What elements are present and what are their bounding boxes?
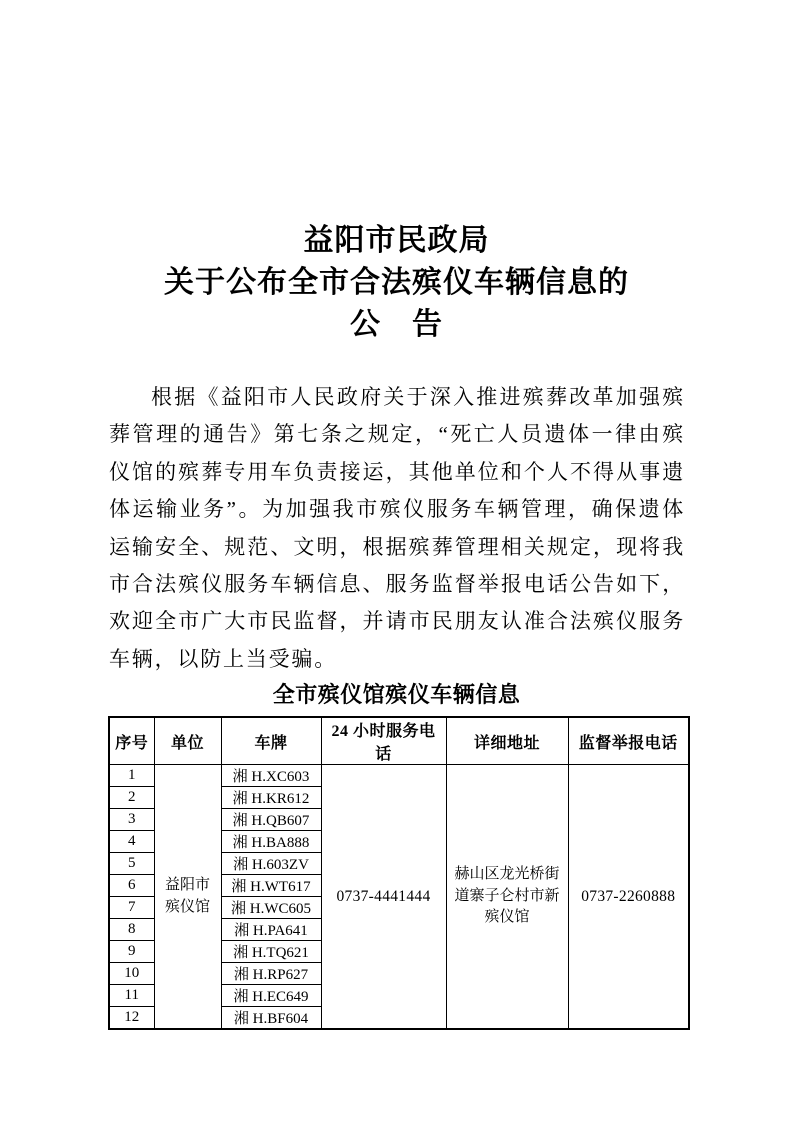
plate-cell: 湘 H.BF604 (221, 1007, 321, 1030)
table-row (109, 765, 689, 787)
plate-cell: 湘 H.603ZV (221, 853, 321, 875)
col-header-address: 详细地址 (446, 717, 568, 765)
row-number-cell: 7 (109, 897, 154, 919)
plate-cell: 湘 H.PA641 (221, 919, 321, 941)
row-number-cell: 9 (109, 941, 154, 963)
table-title: 全市殡仪馆殡仪车辆信息 (272, 682, 521, 707)
address-line: 赫山区龙光桥街 (454, 866, 560, 883)
vehicle-table (108, 716, 690, 1030)
row-number-cell: 5 (109, 853, 154, 875)
unit-cell (154, 765, 221, 1030)
plate-cell: 湘 H.WT617 (221, 875, 321, 897)
row-number-cell: 12 (109, 1007, 154, 1030)
report-phone-cell: 0737-2260888 (568, 765, 689, 1030)
address-line: 道寨子仑村市新 (454, 887, 560, 904)
plate-cell: 湘 H.WC605 (221, 897, 321, 919)
col-header-unit: 单位 (154, 717, 221, 765)
plate-cell: 湘 H.XC603 (221, 765, 321, 787)
plate-cell: 湘 H.TQ621 (221, 941, 321, 963)
title-line-3: 公 告 (350, 308, 443, 341)
row-number-cell: 6 (109, 875, 154, 897)
row-number-cell: 3 (109, 809, 154, 831)
col-header-index: 序号 (109, 717, 154, 765)
col-header-plate: 车牌 (221, 717, 321, 765)
body-paragraph: 根据《益阳市人民政府关于深入推进殡葬改革加强殡葬管理的通告》第七条之规定，“死亡人员遗体一律由殡仪馆的殡葬专用车负责接运，其他单位和个人不得从事遗体运输业务”。为加强我市殡仪服务车辆管理，确保遗体运输安全、规范、文明，根据殡葬管理相关规定，现将我市合法殡仪服务车辆信息、服务监督举报电话公告如下，欢迎全市广大市民监督，并请市民朋友认准合法殡仪服务车辆，以防上当受骗。 (109, 385, 685, 671)
row-number-cell: 1 (109, 765, 154, 787)
title-line-1: 益阳市民政局 (303, 224, 490, 257)
plate-cell: 湘 H.RP627 (221, 963, 321, 985)
row-number-cell: 11 (109, 985, 154, 1007)
plate-cell: 湘 H.EC649 (221, 985, 321, 1007)
row-number-cell: 8 (109, 919, 154, 941)
unit-line: 殡仪馆 (164, 898, 210, 915)
plate-cell: 湘 H.BA888 (221, 831, 321, 853)
row-number-cell: 4 (109, 831, 154, 853)
col-header-service-phone: 24 小时服务电话 (321, 717, 446, 765)
address-cell (446, 765, 568, 1030)
service-phone-cell: 0737-4441444 (321, 765, 446, 1030)
row-number-cell: 10 (109, 963, 154, 985)
col-header-report-phone: 监督举报电话 (568, 717, 689, 765)
title-line-2: 关于公布全市合法殡仪车辆信息的 (164, 266, 629, 299)
document-title (0, 220, 793, 346)
table-header-row (109, 717, 689, 765)
plate-cell: 湘 H.QB607 (221, 809, 321, 831)
plate-cell: 湘 H.KR612 (221, 787, 321, 809)
row-number-cell: 2 (109, 787, 154, 809)
address-line: 殡仪馆 (484, 909, 530, 926)
unit-line: 益阳市 (164, 877, 210, 893)
